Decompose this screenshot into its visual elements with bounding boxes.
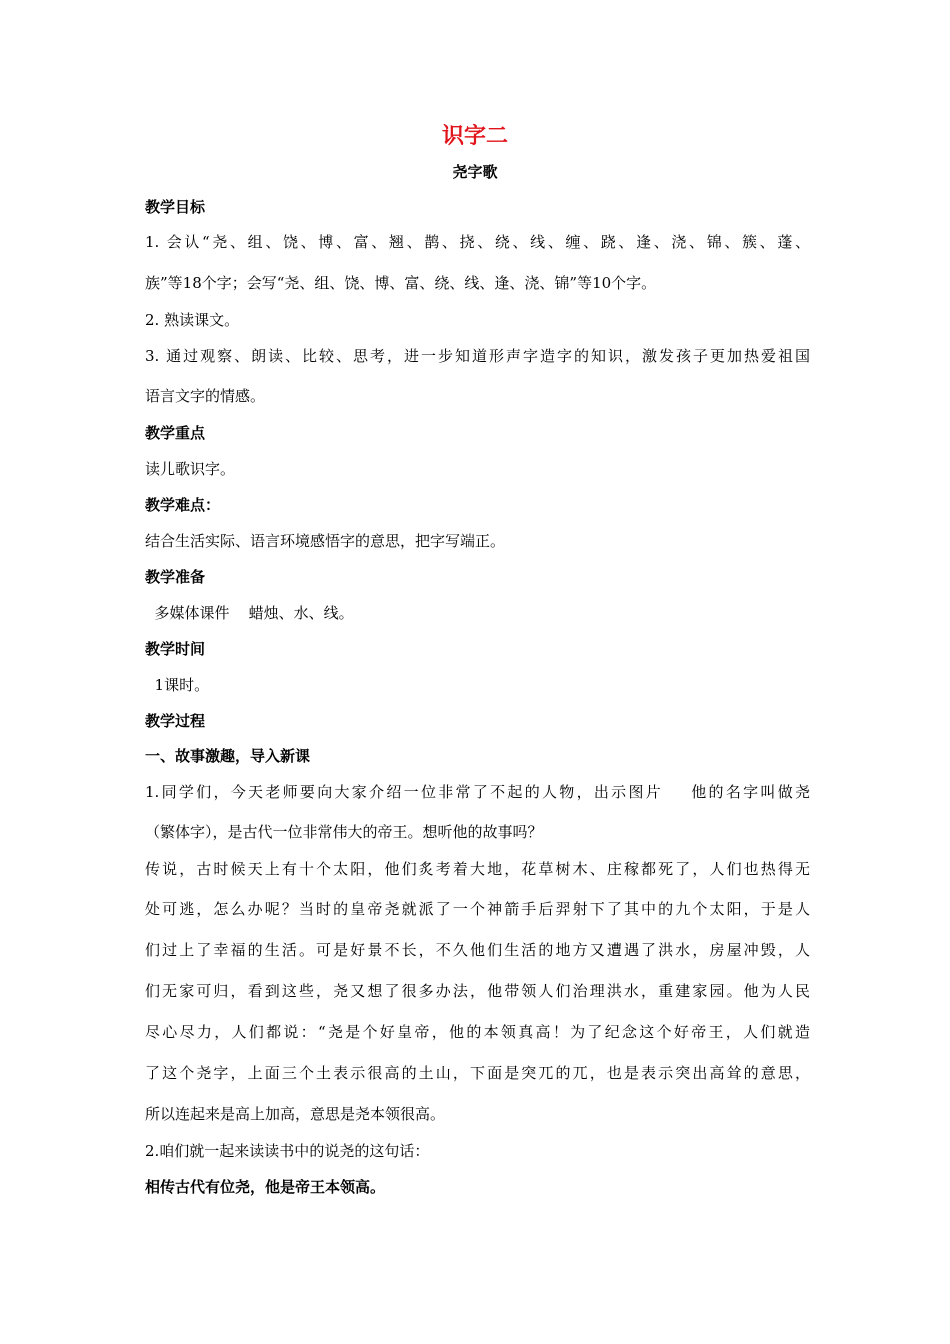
para-2: 2.咱们就一起来读读书中的说尧的这句话： <box>145 1142 430 1160</box>
heading-time: 教学时间 <box>145 640 206 658</box>
difficulties-text: 结合生活实际、语言环境感悟字的意思，把字写端正。 <box>145 532 506 550</box>
heading-objectives: 教学目标 <box>145 198 206 216</box>
quote-line: 相传古代有位尧，他是帝王本领高。 <box>145 1178 386 1196</box>
preparation-text: 多媒体课件 蜡烛、水、线。 <box>145 604 354 622</box>
objective-2: 2. 熟读课文。 <box>145 311 240 329</box>
key-points-text: 读儿歌识字。 <box>145 460 236 478</box>
heading-process: 教学过程 <box>145 712 206 730</box>
story-line-2: 处可逃，怎么办呢？当时的皇帝尧就派了一个神箭手后羿射下了其中的九个太阳，于是人 <box>145 900 810 918</box>
objective-1-line-1: 1. 会认“尧、组、饶、博、富、翘、鹊、挠、绕、线、缠、跷、逢、浇、锦、簇、蓬、 <box>145 233 810 251</box>
para-1-line-1: 1.同学们，今天老师要向大家介绍一位非常了不起的人物，出示图片 他的名字叫做尧 <box>145 783 810 801</box>
objective-3-line-1: 3. 通过观察、朗读、比较、思考，进一步知道形声字造字的知识，激发孩子更加热爱祖国 <box>145 347 810 365</box>
story-line-5: 尽心尽力，人们都说：“尧是个好皇帝，他的本领真高！为了纪念这个好帝王，人们就造 <box>145 1023 810 1041</box>
para-1-line-2: （繁体字），是古代一位非常伟大的帝王。想听他的故事吗？ <box>145 823 543 841</box>
heading-key-points: 教学重点 <box>145 424 206 442</box>
heading-difficulties: 教学难点： <box>145 496 221 514</box>
section-1-heading: 一、故事激趣，导入新课 <box>145 747 311 765</box>
story-line-1: 传说，古时候天上有十个太阳，他们炙考着大地，花草树木、庄稼都死了，人们也热得无 <box>145 860 810 878</box>
document-title: 识字二 <box>441 124 508 149</box>
story-line-3: 们过上了幸福的生活。可是好景不长，不久他们生活的地方又遭遇了洪水，房屋冲毁，人 <box>145 941 810 959</box>
objective-1-line-2: 族”等18个字；会写“尧、组、饶、博、富、绕、线、逢、浇、锦”等10个字。 <box>145 274 657 292</box>
time-text: 1课时。 <box>145 676 210 694</box>
story-line-4: 们无家可归，看到这些，尧又想了很多办法，他带领人们治理洪水，重建家园。他为人民 <box>145 982 810 1000</box>
story-line-6: 了这个尧字，上面三个土表示很高的土山，下面是突兀的兀，也是表示突出高耸的意思， <box>145 1064 810 1082</box>
objective-3-line-2: 语言文字的情感。 <box>145 387 266 405</box>
story-line-7: 所以连起来是高上加高，意思是尧本领很高。 <box>145 1105 446 1123</box>
document-subtitle: 尧字歌 <box>452 163 498 181</box>
heading-preparation: 教学准备 <box>145 568 206 586</box>
